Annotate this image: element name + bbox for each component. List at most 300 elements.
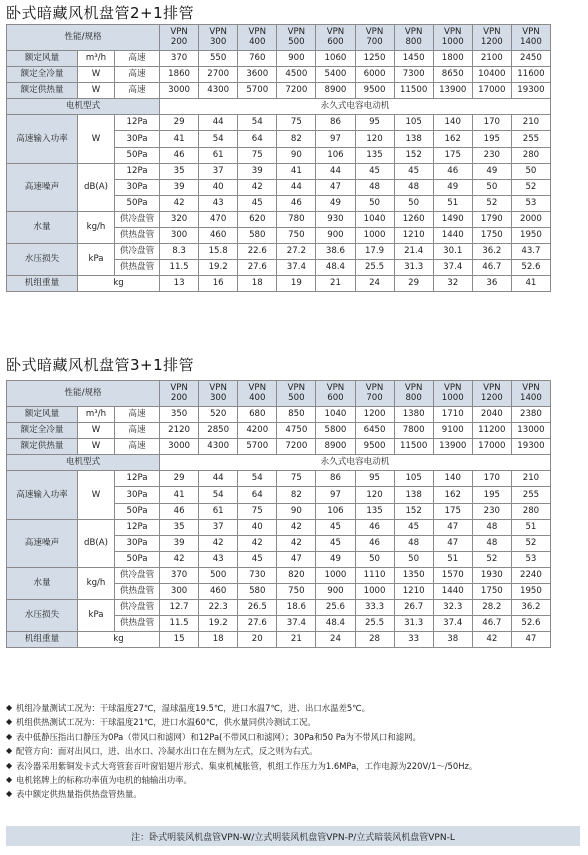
pressure-condition: 供热盘管 xyxy=(115,260,160,276)
data-cell: 175 xyxy=(433,503,472,519)
model-header xyxy=(277,25,316,51)
data-cell: 780 xyxy=(277,211,316,227)
power-unit: W xyxy=(78,115,115,163)
noise-condition: 30Pa xyxy=(115,535,160,551)
data-cell: 4300 xyxy=(199,83,238,99)
data-cell: 25.5 xyxy=(355,616,394,632)
heating-label: 额定供热量 xyxy=(7,439,78,455)
pressure-condition: 供冷盘管 xyxy=(115,600,160,616)
data-cell: 43 xyxy=(199,551,238,567)
data-cell: 11600 xyxy=(511,67,550,83)
airflow-label: 额定风量 xyxy=(7,51,78,67)
data-cell: 900 xyxy=(277,51,316,67)
data-cell: 6450 xyxy=(355,423,394,439)
data-cell: 460 xyxy=(199,584,238,600)
data-cell: 370 xyxy=(160,567,199,583)
noise-label: 高速噪声 xyxy=(7,163,78,211)
data-cell: 47 xyxy=(511,632,550,648)
data-cell: 46 xyxy=(433,163,472,179)
data-cell: 95 xyxy=(355,115,394,131)
data-cell: 11.5 xyxy=(160,616,199,632)
data-cell: 2100 xyxy=(472,51,511,67)
data-cell: 36.2 xyxy=(472,244,511,260)
bullet-icon: ◆ xyxy=(6,775,13,785)
data-cell: 2240 xyxy=(511,567,550,583)
data-cell: 1110 xyxy=(355,567,394,583)
data-cell: 1000 xyxy=(316,567,355,583)
data-cell: 45 xyxy=(394,163,433,179)
data-cell: 1860 xyxy=(160,67,199,83)
data-cell: 580 xyxy=(238,584,277,600)
notes-list xyxy=(6,701,586,802)
model-series: VPN xyxy=(522,383,540,394)
data-cell: 48 xyxy=(472,519,511,535)
data-cell: 11200 xyxy=(472,423,511,439)
data-cell: 1790 xyxy=(472,211,511,227)
table-row xyxy=(7,471,551,487)
model-series: VPN xyxy=(522,27,540,38)
data-cell: 45 xyxy=(394,519,433,535)
model-header xyxy=(472,381,511,407)
data-cell: 120 xyxy=(355,487,394,503)
data-cell: 18 xyxy=(238,276,277,292)
note-item xyxy=(6,759,586,773)
data-cell: 46 xyxy=(160,503,199,519)
data-cell: 45 xyxy=(238,195,277,211)
spec-table-2plus1 xyxy=(6,24,551,292)
table-row xyxy=(7,83,551,99)
data-cell: 52.6 xyxy=(511,616,550,632)
data-cell: 195 xyxy=(472,487,511,503)
pressure-condition: 供热盘管 xyxy=(115,616,160,632)
data-cell: 15.8 xyxy=(199,244,238,260)
motor-label: 电机型式 xyxy=(7,99,160,115)
data-cell: 27.6 xyxy=(238,616,277,632)
data-cell: 195 xyxy=(472,131,511,147)
airflow-label: 额定风量 xyxy=(7,407,78,423)
cooling-speed: 高速 xyxy=(115,67,160,83)
data-cell: 44 xyxy=(316,163,355,179)
data-cell: 13900 xyxy=(433,439,472,455)
data-cell: 550 xyxy=(199,51,238,67)
data-cell: 210 xyxy=(511,115,550,131)
data-cell: 9500 xyxy=(355,439,394,455)
data-cell: 46 xyxy=(160,147,199,163)
model-size: 600 xyxy=(327,392,344,403)
model-size: 200 xyxy=(170,392,188,403)
note-text: 配管方向：面对出风口，进、出水口、冷凝水出口在左侧为左式，反之则为右式。 xyxy=(16,746,318,757)
data-cell: 850 xyxy=(277,407,316,423)
data-cell: 45 xyxy=(238,551,277,567)
heating-unit: W xyxy=(78,83,115,99)
data-cell: 38 xyxy=(433,632,472,648)
heating-speed: 高速 xyxy=(115,439,160,455)
table-row xyxy=(7,51,551,67)
data-cell: 4200 xyxy=(238,423,277,439)
noise-condition: 12Pa xyxy=(115,519,160,535)
spec-table-3plus1 xyxy=(6,380,551,648)
model-series: VPN xyxy=(209,27,227,38)
data-cell: 42 xyxy=(199,535,238,551)
table-row xyxy=(7,439,551,455)
data-cell: 3000 xyxy=(160,83,199,99)
note-text: 表中低静压指出口静压为0Pa（带风口和滤网）和12Pa(不带风口和滤网）；30Pa和50 Pa为不带风口和滤网。 xyxy=(16,731,421,742)
model-header xyxy=(511,381,550,407)
model-series: VPN xyxy=(287,383,306,394)
data-cell: 42 xyxy=(277,519,316,535)
data-cell: 42 xyxy=(472,632,511,648)
data-cell: 97 xyxy=(316,131,355,147)
data-cell: 29 xyxy=(160,115,199,131)
data-cell: 162 xyxy=(433,487,472,503)
model-series: VPN xyxy=(443,383,462,394)
data-cell: 50 xyxy=(355,195,394,211)
data-cell: 8900 xyxy=(316,83,355,99)
data-cell: 75 xyxy=(238,147,277,163)
data-cell: 255 xyxy=(511,131,550,147)
data-cell: 48 xyxy=(472,535,511,551)
table-row xyxy=(7,519,551,535)
data-cell: 760 xyxy=(238,51,277,67)
table-row xyxy=(7,25,551,51)
data-cell: 1450 xyxy=(394,51,433,67)
bullet-icon: ◆ xyxy=(6,746,13,756)
data-cell: 36 xyxy=(472,276,511,292)
data-cell: 95 xyxy=(355,471,394,487)
section-title-2: 卧式暗藏风机盘管3+1排管 xyxy=(6,356,195,374)
model-series: VPN xyxy=(365,383,384,394)
data-cell: 49 xyxy=(472,163,511,179)
model-header xyxy=(316,381,355,407)
data-cell: 120 xyxy=(355,131,394,147)
data-cell: 175 xyxy=(433,147,472,163)
model-header xyxy=(472,25,511,51)
data-cell: 52 xyxy=(511,535,550,551)
model-header xyxy=(394,25,433,51)
table-row xyxy=(7,632,551,648)
model-series: VPN xyxy=(483,383,501,394)
data-cell: 97 xyxy=(316,487,355,503)
noise-condition: 12Pa xyxy=(115,163,160,179)
data-cell: 210 xyxy=(511,471,550,487)
table-row xyxy=(7,67,551,83)
model-series: VPN xyxy=(326,27,345,38)
data-cell: 44 xyxy=(199,471,238,487)
data-cell: 43.7 xyxy=(511,244,550,260)
data-cell: 11.5 xyxy=(160,260,199,276)
section-title-1: 卧式暗藏风机盘管2+1排管 xyxy=(6,4,195,22)
data-cell: 53 xyxy=(511,195,550,211)
data-cell: 2850 xyxy=(199,423,238,439)
data-cell: 280 xyxy=(511,147,550,163)
table-row xyxy=(7,163,551,179)
data-cell: 47 xyxy=(433,519,472,535)
note-item xyxy=(6,701,586,715)
data-cell: 9500 xyxy=(355,83,394,99)
data-cell: 2120 xyxy=(160,423,199,439)
data-cell: 54 xyxy=(238,471,277,487)
data-cell: 75 xyxy=(277,115,316,131)
data-cell: 44 xyxy=(199,115,238,131)
data-cell: 21 xyxy=(277,632,316,648)
model-header xyxy=(394,381,433,407)
model-size: 800 xyxy=(405,36,422,47)
model-size: 500 xyxy=(288,392,305,403)
data-cell: 31.3 xyxy=(394,260,433,276)
data-cell: 40 xyxy=(238,519,277,535)
data-cell: 820 xyxy=(277,567,316,583)
water-condition: 供冷盘管 xyxy=(115,567,160,583)
data-cell: 1440 xyxy=(433,584,472,600)
data-cell: 82 xyxy=(277,487,316,503)
cooling-speed: 高速 xyxy=(115,423,160,439)
note-item xyxy=(6,730,586,744)
data-cell: 36.2 xyxy=(511,600,550,616)
data-cell: 26.5 xyxy=(238,600,277,616)
data-cell: 31.3 xyxy=(394,616,433,632)
weight-label: 机组重量 xyxy=(7,632,78,648)
data-cell: 41 xyxy=(277,163,316,179)
data-cell: 140 xyxy=(433,471,472,487)
model-header xyxy=(199,25,238,51)
data-cell: 37.4 xyxy=(277,260,316,276)
data-cell: 21.4 xyxy=(394,244,433,260)
data-cell: 27.6 xyxy=(238,260,277,276)
data-cell: 1380 xyxy=(394,407,433,423)
model-size: 500 xyxy=(288,36,305,47)
data-cell: 52 xyxy=(472,195,511,211)
data-cell: 48 xyxy=(394,179,433,195)
model-header xyxy=(199,381,238,407)
data-cell: 35 xyxy=(160,163,199,179)
data-cell: 580 xyxy=(238,228,277,244)
data-cell: 29 xyxy=(160,471,199,487)
data-cell: 75 xyxy=(238,503,277,519)
data-cell: 75 xyxy=(277,471,316,487)
model-header xyxy=(355,381,394,407)
data-cell: 19300 xyxy=(511,83,550,99)
data-cell: 49 xyxy=(316,195,355,211)
data-cell: 51 xyxy=(433,551,472,567)
table-row xyxy=(7,211,551,227)
data-cell: 29 xyxy=(394,276,433,292)
note-text: 表中额定供热量指供热盘管热量。 xyxy=(16,789,142,800)
data-cell: 1800 xyxy=(433,51,472,67)
data-cell: 20 xyxy=(238,632,277,648)
data-cell: 1260 xyxy=(394,211,433,227)
data-cell: 1440 xyxy=(433,228,472,244)
cooling-unit: W xyxy=(78,67,115,83)
data-cell: 19.2 xyxy=(199,260,238,276)
data-cell: 42 xyxy=(277,535,316,551)
data-cell: 1950 xyxy=(511,228,550,244)
water-condition: 供热盘管 xyxy=(115,584,160,600)
model-header xyxy=(511,25,550,51)
airflow-speed: 高速 xyxy=(115,407,160,423)
power-label: 高速输入功率 xyxy=(7,115,78,163)
data-cell: 45 xyxy=(316,535,355,551)
data-cell: 2450 xyxy=(511,51,550,67)
data-cell: 17000 xyxy=(472,83,511,99)
data-cell: 1710 xyxy=(433,407,472,423)
table-row xyxy=(7,244,551,260)
note-item xyxy=(6,787,586,801)
noise-condition: 30Pa xyxy=(115,179,160,195)
data-cell: 39 xyxy=(238,163,277,179)
data-cell: 39 xyxy=(160,535,199,551)
heating-unit: W xyxy=(78,439,115,455)
data-cell: 82 xyxy=(277,131,316,147)
table-row xyxy=(7,455,551,471)
bullet-icon: ◆ xyxy=(6,703,13,712)
data-cell: 27.2 xyxy=(277,244,316,260)
power-condition: 12Pa xyxy=(115,471,160,487)
noise-label: 高速噪声 xyxy=(7,519,78,567)
data-cell: 15 xyxy=(160,632,199,648)
table-row xyxy=(7,407,551,423)
note-item xyxy=(6,744,586,758)
data-cell: 49 xyxy=(433,179,472,195)
data-cell: 500 xyxy=(199,567,238,583)
model-size: 300 xyxy=(209,392,227,403)
water-unit: kg/h xyxy=(78,211,115,243)
data-cell: 16 xyxy=(199,276,238,292)
data-cell: 350 xyxy=(160,407,199,423)
data-cell: 43 xyxy=(199,195,238,211)
data-cell: 28 xyxy=(355,632,394,648)
data-cell: 4300 xyxy=(199,439,238,455)
data-cell: 13900 xyxy=(433,83,472,99)
data-cell: 1060 xyxy=(316,51,355,67)
data-cell: 1210 xyxy=(394,228,433,244)
data-cell: 7200 xyxy=(277,439,316,455)
airflow-speed: 高速 xyxy=(115,51,160,67)
data-cell: 300 xyxy=(160,228,199,244)
model-header xyxy=(238,25,277,51)
data-cell: 41 xyxy=(160,487,199,503)
model-series: VPN xyxy=(209,383,227,394)
data-cell: 42 xyxy=(160,551,199,567)
data-cell: 45 xyxy=(316,519,355,535)
data-cell: 32 xyxy=(433,276,472,292)
data-cell: 46.7 xyxy=(472,616,511,632)
data-cell: 50 xyxy=(511,163,550,179)
data-cell: 1000 xyxy=(355,584,394,600)
model-size: 1200 xyxy=(480,36,503,47)
model-size: 300 xyxy=(209,36,227,47)
data-cell: 30.1 xyxy=(433,244,472,260)
data-cell: 54 xyxy=(199,487,238,503)
model-header xyxy=(433,381,472,407)
data-cell: 44 xyxy=(277,179,316,195)
data-cell: 24 xyxy=(316,632,355,648)
data-cell: 135 xyxy=(355,147,394,163)
data-cell: 230 xyxy=(472,503,511,519)
data-cell: 140 xyxy=(433,115,472,131)
data-cell: 900 xyxy=(316,228,355,244)
data-cell: 46.7 xyxy=(472,260,511,276)
data-cell: 47 xyxy=(433,535,472,551)
data-cell: 5700 xyxy=(238,439,277,455)
power-unit: W xyxy=(78,471,115,519)
data-cell: 46 xyxy=(355,519,394,535)
data-cell: 25.5 xyxy=(355,260,394,276)
data-cell: 470 xyxy=(199,211,238,227)
data-cell: 3000 xyxy=(160,439,199,455)
data-cell: 12.7 xyxy=(160,600,199,616)
cooling-label: 额定全冷量 xyxy=(7,423,78,439)
model-size: 400 xyxy=(249,392,266,403)
data-cell: 33.3 xyxy=(355,600,394,616)
data-cell: 680 xyxy=(238,407,277,423)
note-item xyxy=(6,773,586,787)
table-row xyxy=(7,99,551,115)
data-cell: 25.6 xyxy=(316,600,355,616)
data-cell: 45 xyxy=(355,163,394,179)
data-cell: 105 xyxy=(394,471,433,487)
note-text: 表冷器采用紫铜发卡式大弯管套百叶窗铝翅片形式、集束机械胀管，机组工作压力为1.6MPa，工作电源为220V/1～/50Hz。 xyxy=(16,760,478,771)
water-label: 水量 xyxy=(7,211,78,243)
data-cell: 38.6 xyxy=(316,244,355,260)
data-cell: 53 xyxy=(511,551,550,567)
data-cell: 730 xyxy=(238,567,277,583)
data-cell: 138 xyxy=(394,487,433,503)
data-cell: 32.3 xyxy=(433,600,472,616)
data-cell: 21 xyxy=(316,276,355,292)
motor-label: 电机型式 xyxy=(7,455,160,471)
weight-label: 机组重量 xyxy=(7,276,78,292)
data-cell: 13000 xyxy=(511,423,550,439)
data-cell: 105 xyxy=(394,115,433,131)
model-series: VPN xyxy=(443,27,462,38)
data-cell: 1250 xyxy=(355,51,394,67)
data-cell: 19.2 xyxy=(199,616,238,632)
data-cell: 48 xyxy=(394,535,433,551)
data-cell: 50 xyxy=(394,195,433,211)
data-cell: 24 xyxy=(355,276,394,292)
data-cell: 6000 xyxy=(355,67,394,83)
model-size: 600 xyxy=(327,36,344,47)
data-cell: 33 xyxy=(394,632,433,648)
model-header xyxy=(160,25,199,51)
header-label: 性能/规格 xyxy=(7,25,160,51)
data-cell: 61 xyxy=(199,503,238,519)
model-size: 700 xyxy=(366,392,383,403)
data-cell: 41 xyxy=(511,276,550,292)
note-text: 电机铭牌上的标称功率值为电机的轴输出功率。 xyxy=(16,775,192,786)
data-cell: 2380 xyxy=(511,407,550,423)
data-cell: 46 xyxy=(277,195,316,211)
data-cell: 9100 xyxy=(433,423,472,439)
pressure-label: 水压损失 xyxy=(7,600,78,632)
data-cell: 5800 xyxy=(316,423,355,439)
data-cell: 2700 xyxy=(199,67,238,83)
data-cell: 1200 xyxy=(355,407,394,423)
model-size: 700 xyxy=(366,36,383,47)
data-cell: 13 xyxy=(160,276,199,292)
data-cell: 7200 xyxy=(277,83,316,99)
water-condition: 供冷盘管 xyxy=(115,211,160,227)
bullet-icon: ◆ xyxy=(6,760,13,770)
model-size: 400 xyxy=(249,36,266,47)
data-cell: 47 xyxy=(277,551,316,567)
data-cell: 1210 xyxy=(394,584,433,600)
data-cell: 90 xyxy=(277,147,316,163)
model-header xyxy=(355,25,394,51)
model-size: 1400 xyxy=(520,392,542,403)
data-cell: 37.4 xyxy=(277,616,316,632)
table-row xyxy=(7,115,551,131)
